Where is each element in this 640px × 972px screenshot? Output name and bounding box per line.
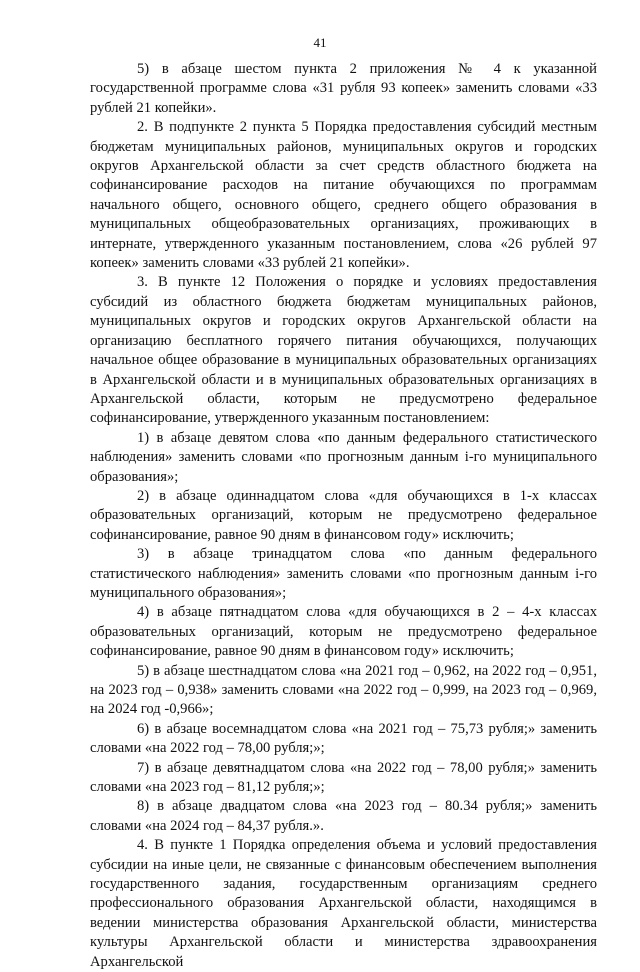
paragraph-subitem-8: 8) в абзаце двадцатом слова «на 2023 год – 80.34 рубля;» заменить словами «на 2024 год – 84,37 рубля.». [90, 798, 597, 834]
paragraph-subitem-4: 4) в абзаце пятнадцатом слова «для обучающихся в 2 – 4-х классах образовательных организаций, которым не предусмотрено федеральное софинансирование, равное 90 дням в финансовом году» исключить; [90, 604, 597, 660]
paragraph-subitem-1: 1) в абзаце девятом слова «по данным федерального статистического наблюдения» заменить словами «по прогнозным данным i-го муниципального образования»; [90, 429, 597, 485]
document-body [90, 60, 597, 972]
paragraph-amendment-5-program: 5) в абзаце шестом пункта 2 приложения № 4 к указанной государственной программе слова «31 рубля 93 копеек» заменить словами «33 рублей 21 копейки». [90, 61, 597, 116]
page-number: 41 [313, 35, 327, 50]
paragraph-item-3-regulation: 3. В пункте 12 Положения о порядке и условиях предоставления субсидий из областного бюджета бюджетам муниципальных районов, муниципальных округов и городских округов Архангельской области на организацию бесплатного горячего питания обучающихся, получающих начальное общее образование в муниципальных образовательных организациях в Архангельской области и в муниципальных образовательных организациях в Архангельской области, которым не предусмотрено федеральное софинансирование, утвержденного указанным постановлением: [90, 274, 597, 427]
paragraph-subitem-6: 6) в абзаце восемнадцатом слова «на 2021 год – 75,73 рубля;» заменить словами «на 2022 год – 78,00 рубля;»; [90, 720, 597, 757]
paragraph-item-4-order: 4. В пункте 1 Порядка определения объема и условий предоставления субсидии на иные цели, не связанные с финансовым обеспечением выполнения государственного задания, государственным организациям среднего профессионального образования Архангельской области, находящимся в ведении министерства образования Архангельской области, министерства культуры Архангельской области и министерства здравоохранения Архангельской [90, 837, 597, 970]
paragraph-subitem-7: 7) в абзаце девятнадцатом слова «на 2022 год – 78,00 рубля;» заменить словами «на 2023 год – 81,12 рубля;»; [90, 759, 597, 796]
paragraph-subitem-3: 3) в абзаце тринадцатом слова «по данным федерального статистического наблюдения» заменить словами «по прогнозным данным i-го муниципального образования»; [90, 546, 597, 601]
paragraph-item-2-subsidy-order: 2. В подпункте 2 пункта 5 Порядка предоставления субсидий местным бюджетам муниципальных районов, муниципальных округов и городских округов Архангельской области за счет средств областного бюджета на софинансирование расходов на питание обучающихся по программам начального общего, основного общего, среднего общего образования в муниципальных общеобразовательных организациях, проживающих в интернате, утвержденного указанным постановлением, слова «26 рублей 97 копеек» заменить словами «33 рублей 21 копейки». [90, 119, 597, 272]
paragraph-subitem-2: 2) в абзаце одиннадцатом слова «для обучающихся в 1-х классах образовательных организаций, которым не предусмотрено федеральное софинансирование, равное 90 дням в финансовом году» исключить; [90, 487, 597, 543]
paragraph-subitem-5: 5) в абзаце шестнадцатом слова «на 2021 год – 0,962, на 2022 год – 0,951, на 2023 год – 0,938» заменить словами «на 2022 год – 0,999, на 2023 год – 0,969, на 2024 год -0,966»; [90, 662, 597, 718]
